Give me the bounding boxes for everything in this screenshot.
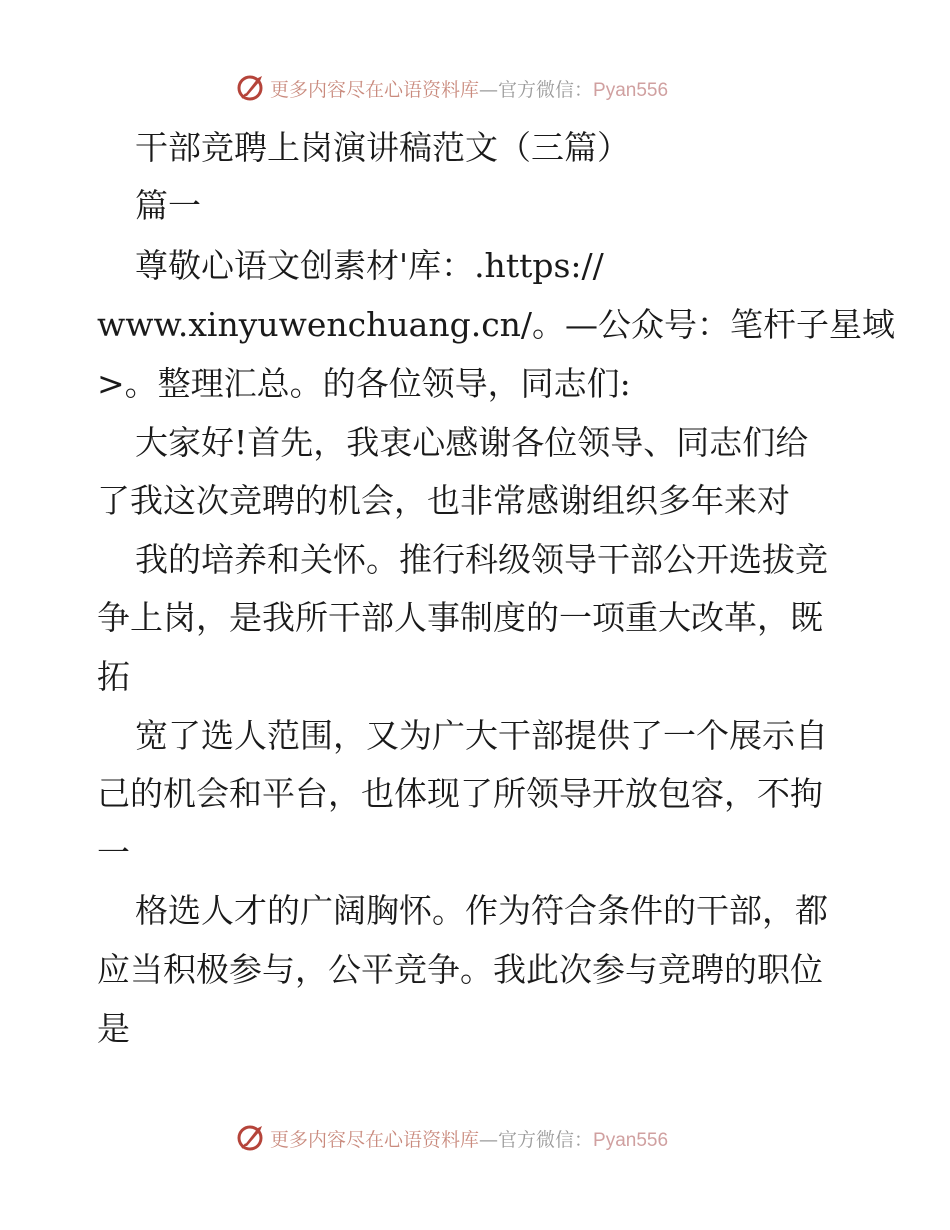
document-title: 干部竞聘上岗演讲稿范文（三篇） (135, 128, 630, 167)
paragraph-line: www.xinyuwenchuang.cn/。—公众号：笔杆子星域 (97, 305, 896, 344)
paragraph-line: 了我这次竞聘的机会，也非常感谢组织多年来对 (97, 481, 790, 520)
paragraph-line: 宽了选人范围，又为广大干部提供了一个展示自 (135, 716, 828, 755)
paragraph-line: 拓 (97, 657, 130, 696)
paragraph-line: 格选人才的广阔胸怀。作为符合条件的干部，都 (135, 891, 828, 930)
paragraph-line: >。整理汇总。的各位领导，同志们: (97, 364, 631, 403)
watermark-main: 更多内容尽在心语资料库 (270, 79, 480, 101)
paragraph-line: 己的机会和平台，也体现了所领导开放包容，不拘 (97, 774, 823, 813)
feather-pen-logo-icon (236, 72, 266, 102)
paragraph-line: 争上岗，是我所干部人事制度的一项重大改革，既 (97, 598, 823, 637)
footer-watermark-banner (0, 1120, 950, 1160)
paragraph-line: 尊敬心语文创素材'库：.https:// (135, 246, 604, 285)
watermark-wechat-id: Pyan556 (593, 80, 669, 101)
paragraph-line: 我的培养和关怀。推行科级领导干部公开选拔竞 (135, 540, 828, 579)
feather-pen-logo-icon (236, 1122, 266, 1152)
section-heading: 篇一 (135, 186, 201, 225)
watermark-main: 更多内容尽在心语资料库 (270, 1129, 480, 1151)
paragraph-line: 大家好!首先，我衷心感谢各位领导、同志们给 (135, 423, 809, 462)
watermark-sub: 官方微信： (498, 1129, 594, 1151)
header-watermark-banner (0, 70, 950, 110)
watermark-text (270, 1125, 668, 1152)
watermark-dash: — (479, 79, 499, 101)
watermark-text (270, 75, 668, 102)
paragraph-line: 应当积极参与，公平竞争。我此次参与竞聘的职位 (97, 950, 823, 989)
watermark-sub: 官方微信： (498, 79, 594, 101)
watermark-wechat-id: Pyan556 (593, 1130, 669, 1151)
paragraph-line: 一 (97, 833, 130, 872)
paragraph-line: 是 (97, 1009, 130, 1048)
watermark-dash: — (479, 1129, 499, 1151)
